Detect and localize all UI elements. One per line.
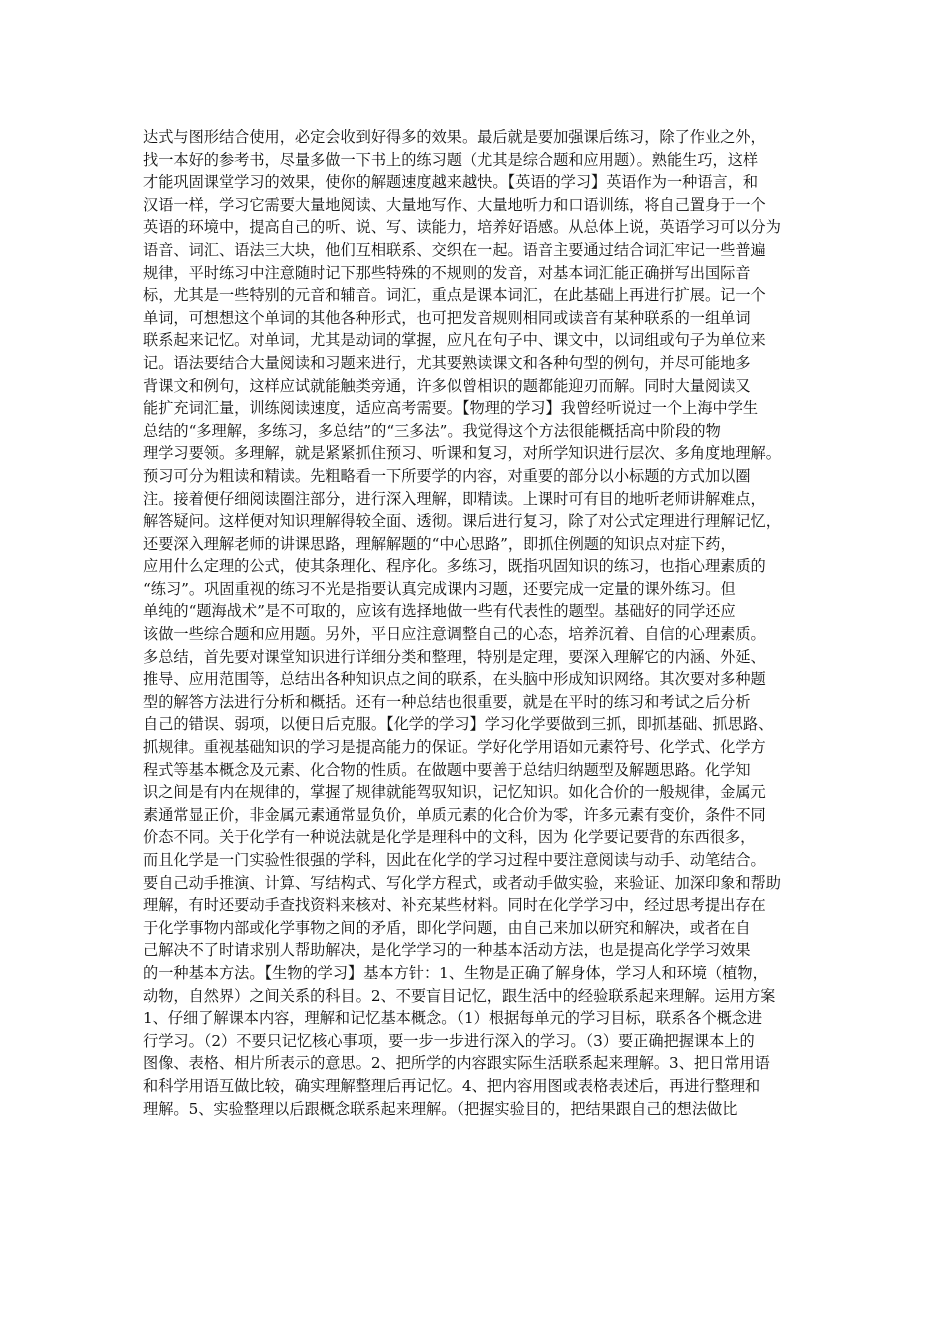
text-line: 价态不同。关于化学有一种说法就是化学是理科中的文科，因为 化学要记要背的东西很多，	[143, 828, 756, 847]
text-line: 图像、表格、相片所表示的意思。2、把所学的内容跟实际生活联系起来理解。3、把日常用语	[143, 1054, 770, 1073]
text-line: 标，尤其是一些特别的元音和辅音。词汇，重点是课本词汇，在此基础上再进行扩展。记一个	[143, 286, 766, 305]
text-line: 多总结，首先要对课堂知识进行详细分类和整理，特别是定理，要深入理解它的内涵、外延、	[143, 647, 766, 666]
text-line: 理解。5、实验整理以后跟概念联系起来理解。（把握实验目的，把结果跟自己的想法做比	[143, 1099, 738, 1118]
text-line: 记。语法要结合大量阅读和习题来进行，尤其要熟读课文和各种句型的例句，并尽可能地多	[143, 353, 751, 372]
text-line: “练习”。巩固重视的练习不光是指要认真完成课内习题，还要完成一定量的课外练习。但	[143, 579, 736, 598]
body-text	[143, 126, 813, 1120]
text-line: 才能巩固课堂学习的效果，使你的解题速度越来越快。【英语的学习】英语作为一种语言，和	[143, 173, 759, 192]
text-line: 自己的错误、弱项，以便日后克服。【化学的学习】学习化学要做到三抓，即抓基础、抓思路、	[143, 715, 774, 734]
text-line: 背课文和例句，这样应试就能触类旁通，许多似曾相识的题都能迎刃而解。同时大量阅读又	[143, 376, 751, 395]
text-line: 规律，平时练习中注意随时记下那些特殊的不规则的发音，对基本词汇能正确拼写出国际音	[143, 263, 751, 282]
text-line: 于化学事物内部或化学事物之间的矛盾，即化学问题，由自己来加以研究和解决，或者在自	[143, 918, 751, 937]
text-line: 还要深入理解老师的讲课思路，理解解题的“中心思路”，即抓住例题的知识点对症下药，	[143, 534, 736, 553]
text-line: 行学习。（2）不要只记忆核心事项，要一步一步进行深入的学习。（3）要正确把握课本上的	[143, 1031, 755, 1050]
text-line: 型的解答方法进行分析和概括。还有一种总结也很重要，就是在平时的练习和考试之后分析	[143, 692, 751, 711]
text-line: 程式等基本概念及元素、化合物的性质。在做题中要善于总结归纳题型及解题思路。化学知	[143, 760, 751, 779]
text-line: 应用什么定理的公式，使其条理化、程序化。多练习，既指巩固知识的练习，也指心理素质的	[143, 557, 766, 576]
text-line: 而且化学是一门实验性很强的学科，因此在化学的学习过程中要注意阅读与动手、动笔结合。	[143, 851, 766, 869]
text-line: 推导、应用范围等，总结出各种知识点之间的联系，在头脑中形成知识网络。其次要对多种题	[143, 670, 766, 689]
text-line: 和科学用语互做比较，确实理解整理后再记忆。4、把内容用图或表格表述后，再进行整理和	[143, 1076, 761, 1095]
text-line: 素通常显正价，非金属元素通常显负价，单质元素的化合价为零，许多元素有变价，条件不同	[143, 805, 766, 824]
text-line: 要自己动手推演、计算、写结构式、写化学方程式，或者动手做实验，来验证、加深印象和帮助	[143, 873, 781, 892]
text-line: 动物，自然界）之间关系的科目。2、不要盲目记忆，跟生活中的经验联系起来理解。运用方案	[143, 986, 776, 1005]
text-line: 总结的“多理解，多练习，多总结”的“三多法”。我觉得这个方法很能概括高中阶段的物	[143, 421, 721, 440]
text-line: 单词，可想想这个单词的其他各种形式，也可把发音规则相同或读音有某种联系的一组单词	[143, 308, 751, 327]
text-line: 预习可分为粗读和精读。先粗略看一下所要学的内容，对重要的部分以小标题的方式加以圈	[143, 466, 751, 485]
text-line: 英语的环境中，提高自己的听、说、写、读能力，培养好语感。从总体上说，英语学习可以分为	[143, 218, 781, 237]
text-line: 汉语一样，学习它需要大量地阅读、大量地写作、大量地听力和口语训练，将自己置身于一个	[143, 195, 766, 214]
text-line: 单纯的“题海战术”是不可取的，应该有选择地做一些有代表性的题型。基础好的同学还应	[143, 602, 736, 621]
text-line: 抓规律。重视基础知识的学习是提高能力的保证。学好化学用语如元素符号、化学式、化学方	[143, 738, 766, 757]
text-line: 达式与图形结合使用，必定会收到好得多的效果。最后就是要加强课后练习，除了作业之外，	[143, 128, 766, 146]
text-line: 能扩充词汇量，训练阅读速度，适应高考需要。【物理的学习】我曾经听说过一个上海中学生	[143, 399, 759, 418]
text-line: 的一种基本方法。【生物的学习】基本方针：1、生物是正确了解身体，学习人和环境（植物，	[143, 963, 768, 982]
text-line: 己解决不了时请求别人帮助解决，是化学学习的一种基本活动方法，也是提高化学学习效果	[143, 941, 751, 960]
text-line: 理解，有时还要动手查找资料来核对、补充某些材料。同时在化学学习中，经过思考提出存在	[143, 896, 766, 915]
text-line: 找一本好的参考书，尽量多做一下书上的练习题（尤其是综合题和应用题）。熟能生巧，这样	[143, 150, 759, 169]
text-line: 联系起来记忆。对单词，尤其是动词的掌握，应凡在句子中、课文中，以词组或句子为单位来	[143, 331, 766, 350]
text-line: 该做一些综合题和应用题。另外，平日应注意调整自己的心态，培养沉着、自信的心理素质。	[143, 625, 766, 644]
text-line: 解答疑问。这样便对知识理解得较全面、透彻。课后进行复习，除了对公式定理进行理解记忆，	[143, 512, 781, 531]
text-line: 理学习要领。多理解，就是紧紧抓住预习、听课和复习，对所学知识进行层次、多角度地理解。	[143, 444, 781, 463]
text-line: 识之间是有内在规律的，掌握了规律就能驾驭知识，记忆知识。如化合价的一般规律，金属元	[143, 783, 766, 802]
text-line: 语音、词汇、语法三大块，他们互相联系、交织在一起。语音主要通过结合词汇牢记一些普遍	[143, 240, 766, 259]
text-line: 注。接着便仔细阅读圈注部分，进行深入理解，即精读。上课时可有目的地听老师讲解难点，	[143, 489, 766, 508]
text-line: 1、仔细了解课本内容，理解和记忆基本概念。（1）根据每单元的学习目标，联系各个概念进	[143, 1009, 763, 1028]
